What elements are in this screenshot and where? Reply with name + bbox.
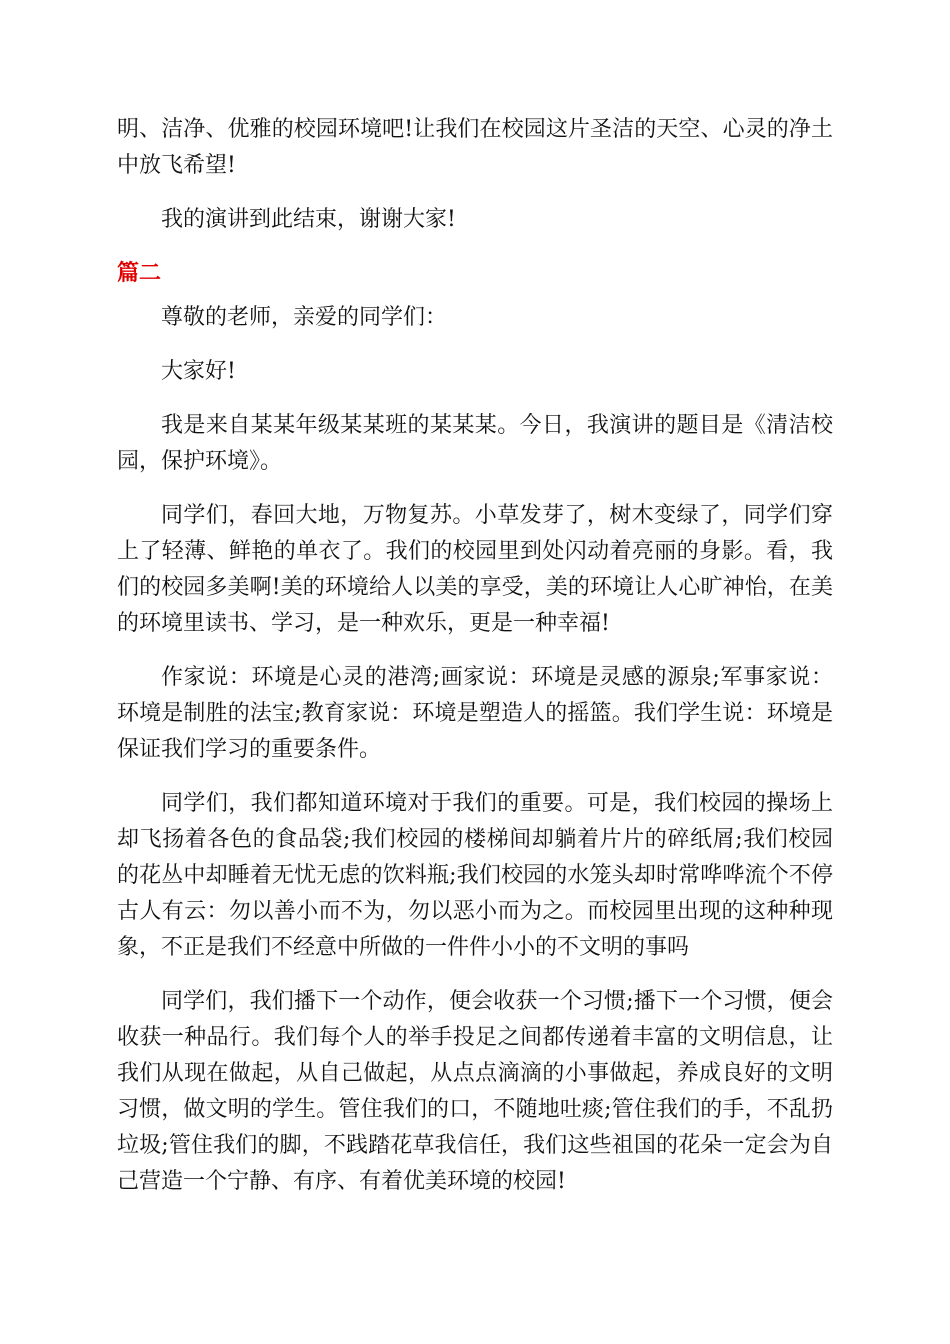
paragraph-intro: 我是来自某某年级某某班的某某某。今日，我演讲的题目是《清洁校园，保护环境》。: [117, 413, 833, 474]
salutation: 尊敬的老师，亲爱的同学们：: [161, 305, 448, 330]
closing-remark: 我的演讲到此结束，谢谢大家!: [161, 207, 456, 232]
greeting: 大家好!: [161, 359, 236, 384]
section-heading: 篇二: [117, 261, 162, 286]
paragraph-problems: 同学们，我们都知道环境对于我们的重要。可是，我们校园的操场上却飞扬着各色的食品袋;我们校园的楼梯间却躺着片片的碎纸屑;我们校园的花丛中却睡着无忧无虑的饮料瓶;我们校园的水笼头却时常哗哗流个不停古人有云：勿以善小而不为，勿以恶小而为之。而校园里出现的这种种现象，不正是我们不经意中所做的一件件小小的不文明的事吗: [117, 791, 833, 960]
paragraph-call-to-action: 同学们，我们播下一个动作，便会收获一个习惯;播下一个习惯，便会收获一种品行。我们每个人的举手投足之间都传递着丰富的文明信息，让我们从现在做起，从自己做起，从点点滴滴的小事做起，养成良好的文明习惯，做文明的学生。管住我们的口，不随地吐痰;管住我们的手，不乱扔垃圾;管住我们的脚，不践踏花草我信任，我们这些祖国的花朵一定会为自己营造一个宁静、有序、有着优美环境的校园!: [117, 989, 833, 1194]
document-body: [117, 112, 833, 1218]
paragraph-continuation: 明、洁净、优雅的校园环境吧!让我们在校园这片圣洁的天空、心灵的净土中放飞希望!: [117, 117, 833, 178]
paragraph-spring: 同学们，春回大地，万物复苏。小草发芽了，树木变绿了，同学们穿上了轻薄、鲜艳的单衣了。我们的校园里到处闪动着亮丽的身影。看，我们的校园多美啊!美的环境给人以美的享受，美的环境让人心旷神怡，在美的环境里读书、学习，是一种欢乐，更是一种幸福!: [117, 503, 833, 636]
paragraph-quotes: 作家说：环境是心灵的港湾;画家说：环境是灵感的源泉;军事家说：环境是制胜的法宝;教育家说：环境是塑造人的摇篮。我们学生说：环境是保证我们学习的重要条件。: [117, 665, 833, 762]
